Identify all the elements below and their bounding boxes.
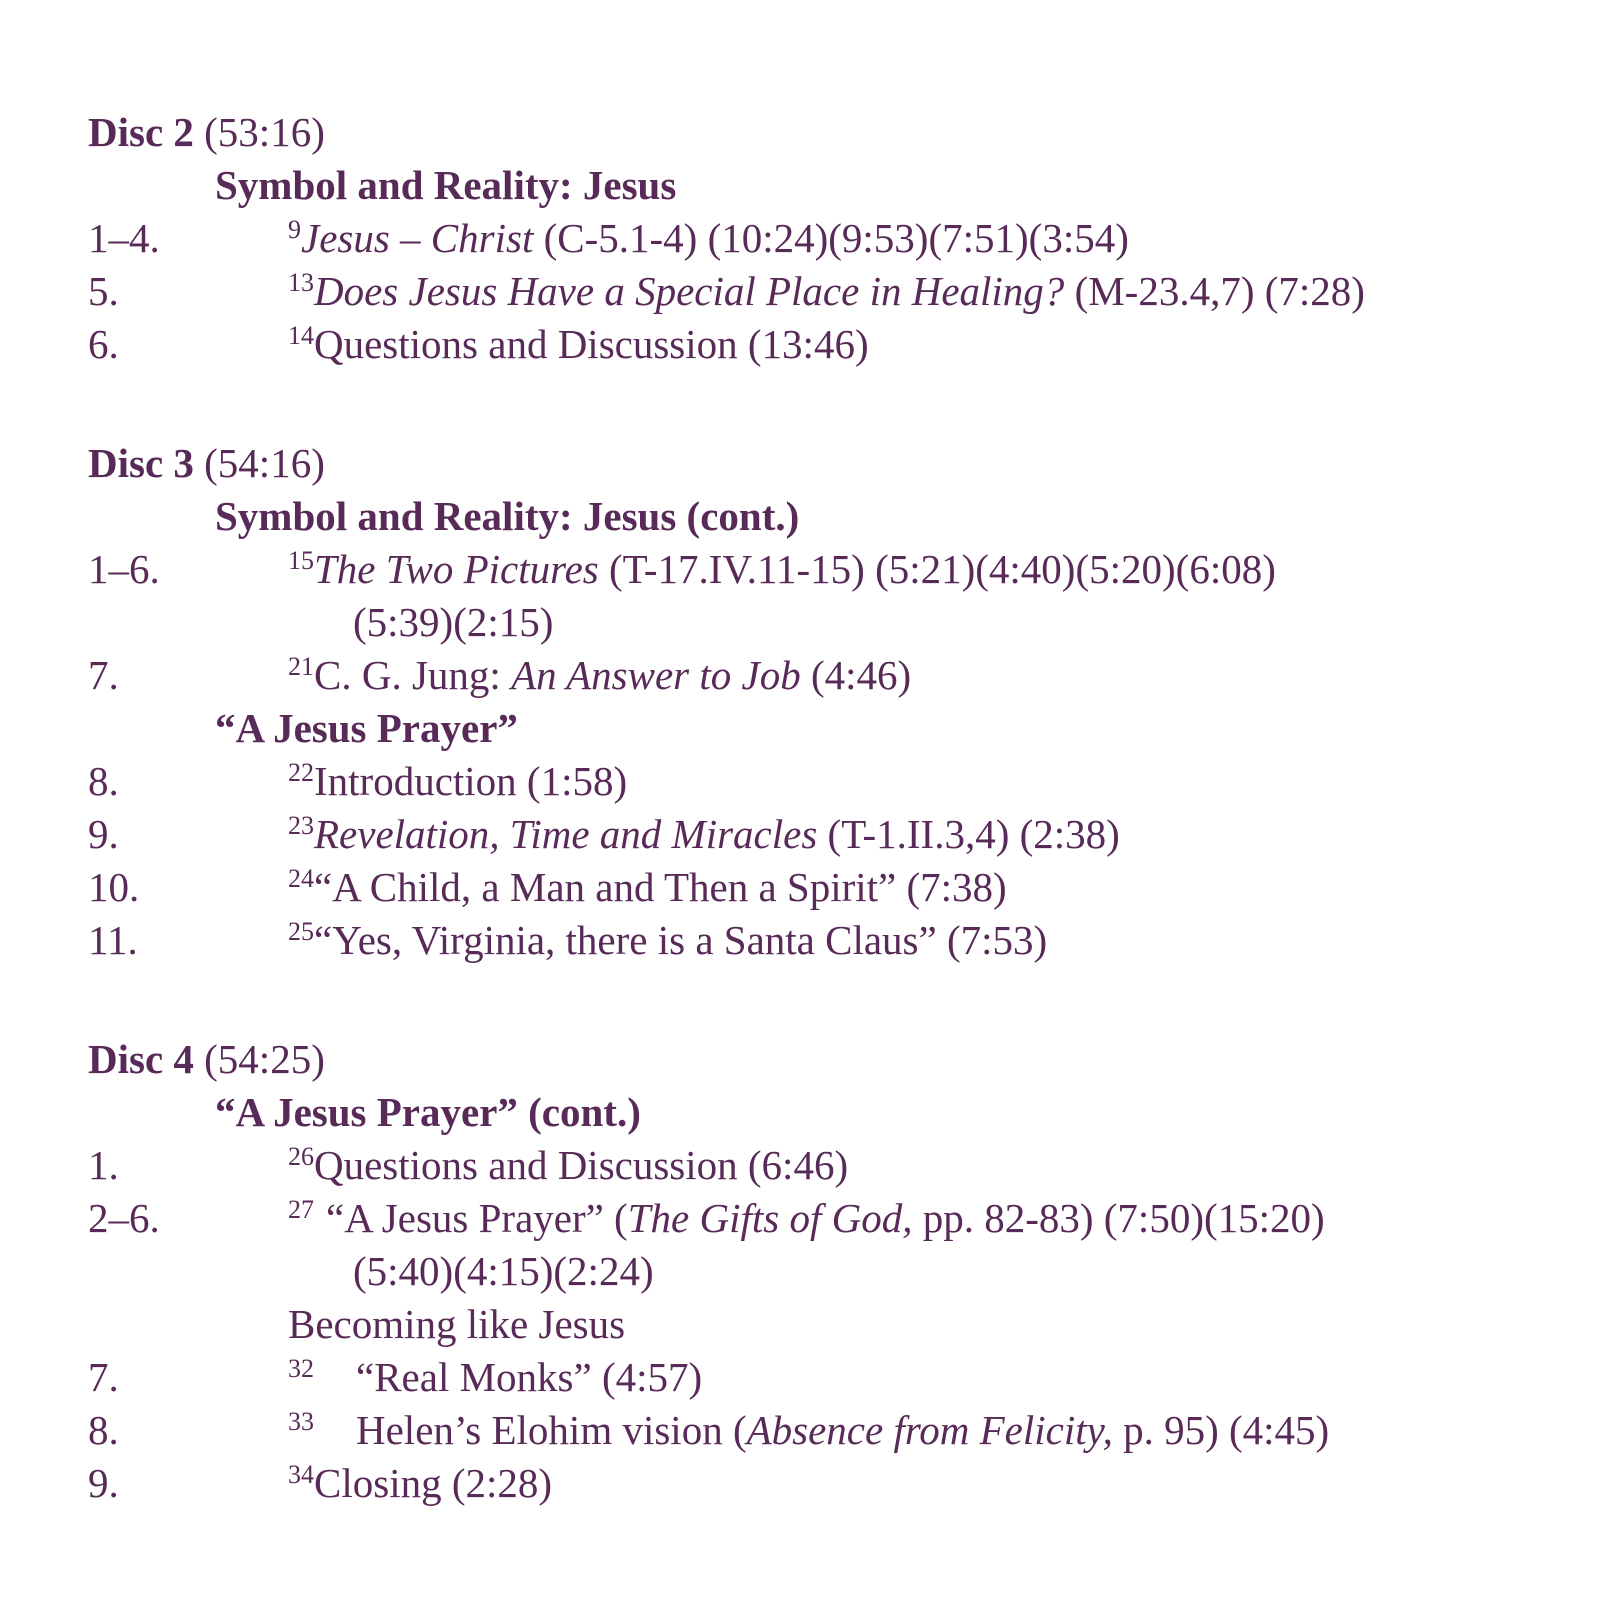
track-title-segment: The Gifts of God, (627, 1195, 913, 1241)
disc-label: Disc 3 (88, 440, 194, 486)
track-superscript: 32 (288, 1354, 314, 1383)
track-superscript: 15 (288, 546, 314, 575)
track-title-segment: “Yes, Virginia, there is a Santa Claus” (7:53) (314, 917, 1048, 963)
track-title-segment: (T-17.IV.11-15) (5:21)(4:40)(5:20)(6:08) (598, 546, 1276, 592)
disc-duration: (53:16) (193, 109, 325, 155)
track-title-segment: “A Jesus Prayer” ( (326, 1195, 628, 1241)
track-number: 2–6. (88, 1195, 160, 1241)
section-header: Symbol and Reality: Jesus (cont.) (215, 493, 800, 539)
disc-label: Disc 2 (88, 109, 194, 155)
disc-section (88, 1033, 1580, 1510)
track-title-segment: Closing (2:28) (314, 1460, 553, 1506)
track-continuation-line: (5:40)(4:15)(2:24) (353, 1248, 654, 1294)
track-number: 8. (88, 1407, 119, 1453)
track-number: 9. (88, 1460, 119, 1506)
track-row (88, 543, 1580, 596)
track-title-segment: Absence from Felicity, (746, 1407, 1113, 1453)
track-title-segment: Jesus – Christ (301, 215, 534, 261)
track-title-segment: Revelation, Time and Miracles (314, 811, 818, 857)
track-superscript: 22 (288, 758, 314, 787)
track-row (88, 1351, 1580, 1404)
disc-heading (88, 437, 1580, 490)
track-number: 1. (88, 1142, 119, 1188)
track-number: 9. (88, 811, 119, 857)
track-row (88, 1192, 1580, 1245)
track-row (88, 212, 1580, 265)
track-title-segment: Questions and Discussion (6:46) (314, 1142, 849, 1188)
track-number: 1–6. (88, 546, 160, 592)
track-number: 5. (88, 268, 119, 314)
track-title-segment: Questions and Discussion (13:46) (314, 321, 869, 367)
track-title-segment: An Answer to Job (511, 652, 801, 698)
track-superscript: 26 (288, 1142, 314, 1171)
track-number: 10. (88, 864, 140, 910)
track-title (288, 1404, 1580, 1457)
track-title (288, 649, 1580, 702)
track-number: 1–4. (88, 215, 160, 261)
track-row (88, 914, 1580, 967)
track-title (288, 212, 1580, 265)
track-title-segment: The Two Pictures (314, 546, 599, 592)
disc-heading (88, 106, 1580, 159)
disc-section (88, 106, 1580, 371)
section-header: “A Jesus Prayer” (215, 705, 518, 751)
track-title (288, 318, 1580, 371)
track-row (88, 861, 1580, 914)
track-superscript: 27 (288, 1195, 314, 1224)
track-superscript: 14 (288, 321, 314, 350)
track-row (88, 265, 1580, 318)
track-continuation-line: (5:39)(2:15) (353, 599, 554, 645)
track-title (288, 861, 1580, 914)
disc-section (88, 437, 1580, 967)
disc-heading (88, 1033, 1580, 1086)
track-superscript: 21 (288, 652, 314, 681)
track-title (288, 1351, 1580, 1404)
track-title-segment: (4:46) (800, 652, 912, 698)
track-row (88, 1457, 1580, 1510)
disc-duration: (54:16) (193, 440, 325, 486)
track-row (88, 808, 1580, 861)
track-number: 7. (88, 652, 119, 698)
track-title-segment: C. G. Jung: (314, 652, 512, 698)
track-row (88, 755, 1580, 808)
section-header: “A Jesus Prayer” (cont.) (215, 1089, 641, 1135)
track-title (288, 914, 1580, 967)
track-title (288, 543, 1580, 596)
track-title-segment: (M-23.4,7) (7:28) (1064, 268, 1365, 314)
track-number: 11. (88, 917, 138, 963)
track-superscript: 24 (288, 864, 314, 893)
track-superscript: 25 (288, 917, 314, 946)
subsection-header: Becoming like Jesus (288, 1301, 626, 1347)
track-title-segment: Helen’s Elohim vision ( (356, 1407, 747, 1453)
disc-label: Disc 4 (88, 1036, 194, 1082)
track-title (288, 808, 1580, 861)
track-row (88, 1139, 1580, 1192)
track-title-segment: p. 95) (4:45) (1112, 1407, 1330, 1453)
track-title-segment: “Real Monks” (4:57) (356, 1354, 703, 1400)
disc-duration: (54:25) (193, 1036, 325, 1082)
track-number: 6. (88, 321, 119, 367)
track-title-segment: “A Child, a Man and Then a Spirit” (7:38) (314, 864, 1007, 910)
track-title-segment: (C-5.1-4) (10:24)(9:53)(7:51)(3:54) (533, 215, 1129, 261)
track-row (88, 318, 1580, 371)
track-superscript: 34 (288, 1460, 314, 1489)
track-title-segment: Introduction (1:58) (314, 758, 628, 804)
track-superscript: 23 (288, 811, 314, 840)
track-row (88, 649, 1580, 702)
track-title-segment: (T-1.II.3,4) (2:38) (817, 811, 1120, 857)
track-title (288, 1192, 1580, 1245)
track-title-segment: pp. 82-83) (7:50)(15:20) (912, 1195, 1325, 1241)
section-header: Symbol and Reality: Jesus (215, 162, 677, 208)
track-title (288, 755, 1580, 808)
track-row (88, 1404, 1580, 1457)
track-number: 7. (88, 1354, 119, 1400)
track-title (288, 1457, 1580, 1510)
track-title (288, 265, 1580, 318)
track-number: 8. (88, 758, 119, 804)
track-title-segment: Does Jesus Have a Special Place in Healing? (314, 268, 1065, 314)
track-superscript: 9 (288, 215, 301, 244)
track-title (288, 1139, 1580, 1192)
track-superscript: 13 (288, 268, 314, 297)
track-superscript: 33 (288, 1407, 314, 1436)
